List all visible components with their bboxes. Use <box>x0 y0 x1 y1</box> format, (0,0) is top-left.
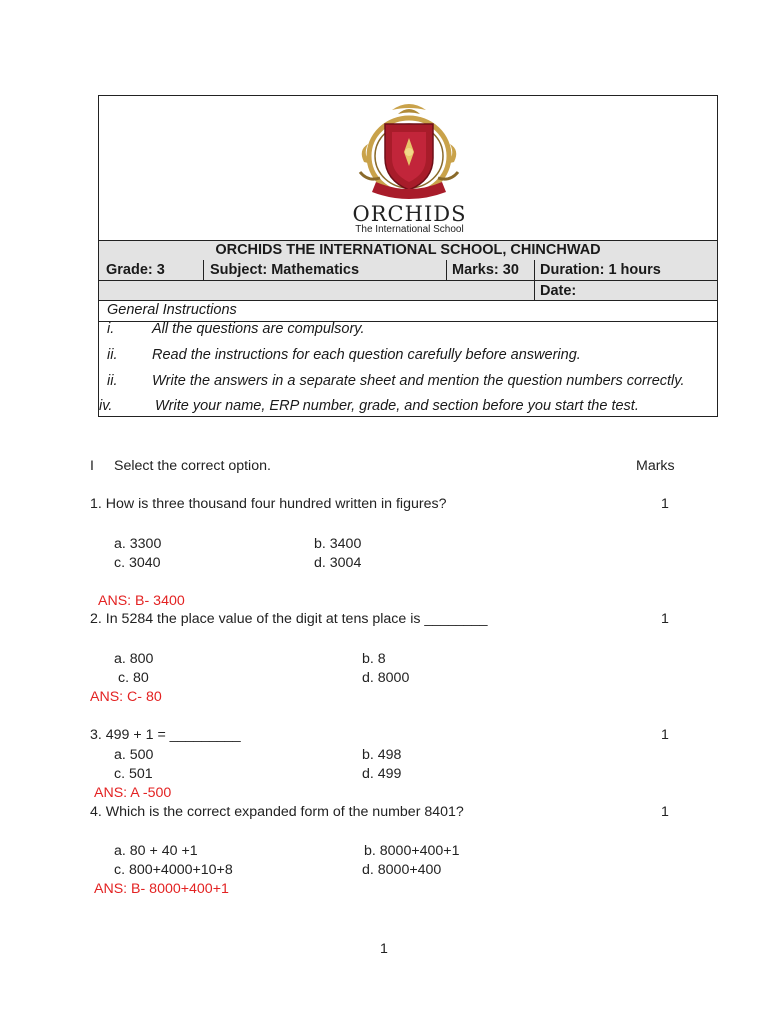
option-a: a. 800 <box>114 651 154 667</box>
option-b: b. 3400 <box>314 536 362 552</box>
divider <box>534 260 535 300</box>
question-text: 2. In 5284 the place value of the digit at tens place is ________ <box>90 611 488 627</box>
grade-label: Grade: 3 <box>106 262 165 278</box>
marks-label: Marks: 30 <box>452 262 519 278</box>
section-roman: I <box>90 458 94 474</box>
instruction-number: i. <box>107 321 115 337</box>
option-a: a. 500 <box>114 747 154 763</box>
school-name: ORCHIDS THE INTERNATIONAL SCHOOL, CHINCHWAD <box>215 242 601 258</box>
question-text: 1. How is three thousand four hundred written in figures? <box>90 496 447 512</box>
marks-column-header: Marks <box>636 458 675 474</box>
option-b: b. 8000+400+1 <box>364 843 460 859</box>
answer-key: ANS: B- 3400 <box>98 593 185 609</box>
instruction-text: All the questions are compulsory. <box>152 321 365 337</box>
option-a: a. 80 + 40 +1 <box>114 843 198 859</box>
question-marks: 1 <box>661 496 669 512</box>
answer-key: ANS: B- 8000+400+1 <box>94 881 229 897</box>
option-a: a. 3300 <box>114 536 162 552</box>
school-logo <box>340 98 479 234</box>
divider <box>446 260 447 280</box>
question-marks: 1 <box>661 611 669 627</box>
option-c: c. 501 <box>114 766 153 782</box>
divider <box>99 280 717 281</box>
logo-wordmark: ORCHIDS <box>352 202 467 226</box>
option-d: d. 3004 <box>314 555 362 571</box>
divider <box>203 260 204 280</box>
option-c: c. 3040 <box>114 555 161 571</box>
logo-tagline: The International School <box>355 224 464 235</box>
divider <box>99 300 717 301</box>
date-row-shade <box>99 281 717 300</box>
answer-key: ANS: C- 80 <box>90 689 162 705</box>
question-marks: 1 <box>661 727 669 743</box>
option-b: b. 8 <box>362 651 386 667</box>
answer-key: ANS: A -500 <box>94 785 172 801</box>
option-d: d. 499 <box>362 766 402 782</box>
instruction-text: Write the answers in a separate sheet and mention the question numbers correctly. <box>152 373 685 389</box>
question-text: 3. 499 + 1 = _________ <box>90 727 241 743</box>
option-c: c. 800+4000+10+8 <box>114 862 233 878</box>
question-text: 4. Which is the correct expanded form of the number 8401? <box>90 804 464 820</box>
subject-label: Subject: Mathematics <box>210 262 360 278</box>
divider <box>99 240 717 241</box>
question-marks: 1 <box>661 804 669 820</box>
instruction-text: Write your name, ERP number, grade, and section before you start the test. <box>155 398 639 414</box>
instruction-number: iv. <box>99 398 113 414</box>
page-number: 1 <box>380 941 388 957</box>
option-c: c. 80 <box>118 670 149 686</box>
option-d: d. 8000+400 <box>362 862 442 878</box>
option-b: b. 498 <box>362 747 402 763</box>
crest-icon <box>340 98 479 202</box>
instruction-number: ii. <box>107 347 118 363</box>
section-title: Select the correct option. <box>114 458 271 474</box>
instruction-number: ii. <box>107 373 118 389</box>
exam-header-table <box>98 95 718 417</box>
duration-label: Duration: 1 hours <box>540 262 661 278</box>
instructions-title: General Instructions <box>107 302 237 318</box>
date-label: Date: <box>540 283 577 299</box>
option-d: d. 8000 <box>362 670 410 686</box>
instruction-text: Read the instructions for each question carefully before answering. <box>152 347 581 363</box>
